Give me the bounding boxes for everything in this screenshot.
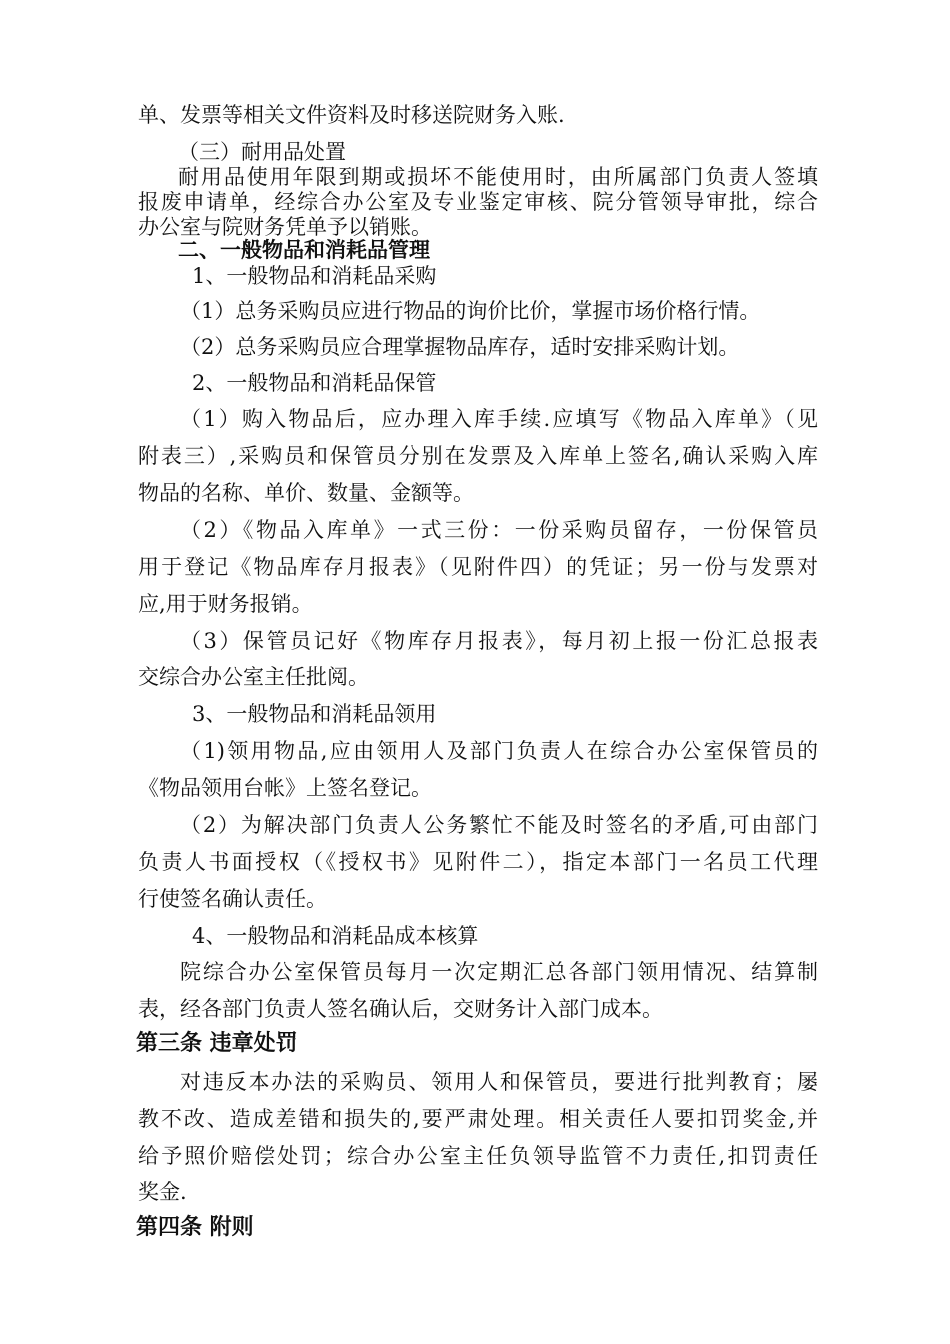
paragraph-line: 报废申请单，经综合办公室及专业鉴定审核、院分管领导审批，综合 (138, 190, 818, 214)
paragraph-line: （3）保管员记好《物库存月报表》，每月初上报一份汇总报表 (180, 629, 818, 653)
paragraph-line: 院综合办公室保管员每月一次定期汇总各部门领用情况、结算制 (180, 960, 818, 984)
section-heading: 二、一般物品和消耗品管理 (178, 238, 430, 262)
paragraph-line: 交综合办公室主任批阅。 (138, 665, 369, 689)
paragraph-line: 用于登记《物品库存月报表》（见附件四）的凭证；另一份与发票对 (138, 555, 818, 579)
paragraph-line: 耐用品使用年限到期或损坏不能使用时，由所属部门负责人签填 (178, 165, 818, 189)
subsection-heading: 1、一般物品和消耗品采购 (192, 264, 437, 288)
paragraph-line: 教不改、造成差错和损失的,要严肃处理。相关责任人要扣罚奖金,并 (138, 1107, 818, 1131)
paragraph-line: 行使签名确认责任。 (138, 887, 327, 911)
paragraph-line: （2）《物品入库单》一式三份：一份采购员留存，一份保管员 (180, 518, 818, 542)
paragraph-line: （2）为解决部门负责人公务繁忙不能及时签名的矛盾,可由部门 (180, 813, 818, 837)
paragraph-line: （1)领用物品,应由领用人及部门负责人在综合办公室保管员的 (180, 739, 818, 763)
paragraph-line: 给予照价赔偿处罚；综合办公室主任负领导监管不力责任,扣罚责任 (138, 1144, 818, 1168)
article-heading: 第四条 附则 (136, 1215, 254, 1240)
subsection-heading: 2、一般物品和消耗品保管 (192, 371, 437, 395)
paragraph-line: （1）总务采购员应进行物品的询价比价，掌握市场价格行情。 (180, 299, 761, 323)
paragraph-line: （2）总务采购员应合理掌握物品库存，适时安排采购计划。 (180, 335, 740, 359)
subsection-heading: 4、一般物品和消耗品成本核算 (192, 924, 479, 948)
paragraph-line: 物品的名称、单价、数量、金额等。 (138, 481, 474, 505)
paragraph-line: 附表三）,采购员和保管员分别在发票及入库单上签名,确认采购入库 (138, 444, 818, 468)
article-heading: 第三条 违章处罚 (136, 1031, 298, 1056)
paragraph-line: （1）购入物品后，应办理入库手续.应填写《物品入库单》（见 (180, 407, 818, 431)
paragraph-line: 负责人书面授权（《授权书》见附件二），指定本部门一名员工代理 (138, 850, 818, 874)
subsection-heading: 3、一般物品和消耗品领用 (192, 702, 437, 726)
paragraph-line: 《物品领用台帐》上签名登记。 (138, 776, 432, 800)
paragraph-line: 应,用于财务报销。 (138, 592, 313, 616)
section-heading: （三）耐用品处置 (178, 140, 346, 164)
paragraph-line: 表，经各部门负责人签名确认后，交财务计入部门成本。 (138, 997, 663, 1021)
paragraph-line: 对违反本办法的采购员、领用人和保管员，要进行批判教育；屡 (180, 1070, 818, 1094)
paragraph-line: 办公室与院财务凭单予以销账。 (138, 215, 432, 239)
paragraph-line: 单、发票等相关文件资料及时移送院财务入账. (138, 103, 565, 127)
paragraph-line: 奖金. (138, 1180, 187, 1204)
